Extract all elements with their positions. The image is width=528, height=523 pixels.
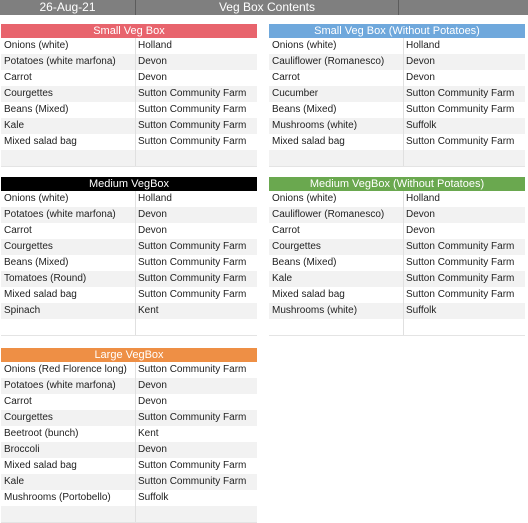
source-cell: Sutton Community Farm xyxy=(138,104,247,115)
table-row xyxy=(1,394,257,410)
column-divider xyxy=(135,118,136,134)
table-row xyxy=(1,490,257,506)
table-row xyxy=(1,303,257,319)
item-cell: Mushrooms (white) xyxy=(272,305,358,316)
source-cell: Devon xyxy=(406,225,435,236)
source-cell: Sutton Community Farm xyxy=(138,273,247,284)
source-cell: Sutton Community Farm xyxy=(138,257,247,268)
item-cell: Mixed salad bag xyxy=(4,136,77,147)
table-row xyxy=(1,70,257,86)
box-rows xyxy=(1,191,257,336)
item-cell: Beans (Mixed) xyxy=(272,104,337,115)
small-veg-box-table xyxy=(1,24,257,167)
source-cell: Devon xyxy=(406,72,435,83)
source-cell: Sutton Community Farm xyxy=(406,289,515,300)
table-row xyxy=(269,319,525,335)
table-row xyxy=(269,303,525,319)
source-cell: Devon xyxy=(138,444,167,455)
source-cell: Devon xyxy=(138,56,167,67)
item-cell: Beans (Mixed) xyxy=(4,104,69,115)
table-row xyxy=(269,255,525,271)
table-row xyxy=(1,287,257,303)
column-divider xyxy=(135,474,136,490)
item-cell: Courgettes xyxy=(4,412,53,423)
column-divider xyxy=(135,150,136,166)
source-cell: Kent xyxy=(138,305,159,316)
item-cell: Mixed salad bag xyxy=(4,289,77,300)
source-cell: Sutton Community Farm xyxy=(138,289,247,300)
column-divider xyxy=(135,287,136,303)
item-cell: Onions (white) xyxy=(4,193,69,204)
source-cell: Sutton Community Farm xyxy=(406,136,515,147)
column-divider xyxy=(135,70,136,86)
column-divider xyxy=(135,38,136,54)
source-cell: Sutton Community Farm xyxy=(406,88,515,99)
box-title: Large VegBox xyxy=(1,348,257,362)
item-cell: Potatoes (white marfona) xyxy=(4,209,116,220)
item-cell: Beans (Mixed) xyxy=(4,257,69,268)
column-divider xyxy=(403,134,404,150)
column-divider xyxy=(135,255,136,271)
source-cell: Suffolk xyxy=(406,305,437,316)
table-row xyxy=(1,458,257,474)
medium-vegbox-no-potatoes-table xyxy=(269,177,525,336)
table-row xyxy=(269,134,525,150)
item-cell: Kale xyxy=(4,476,25,487)
item-cell: Carrot xyxy=(272,72,300,83)
item-cell: Carrot xyxy=(272,225,300,236)
box-rows xyxy=(269,191,525,336)
item-cell: Cauliflower (Romanesco) xyxy=(272,209,385,220)
box-rows xyxy=(269,38,525,167)
source-cell: Devon xyxy=(138,225,167,236)
source-cell: Sutton Community Farm xyxy=(406,257,515,268)
column-divider xyxy=(135,303,136,319)
table-row xyxy=(1,474,257,490)
item-cell: Mixed salad bag xyxy=(4,460,77,471)
source-cell: Devon xyxy=(406,56,435,67)
table-row xyxy=(1,207,257,223)
table-row xyxy=(269,271,525,287)
item-cell: Cucumber xyxy=(272,88,319,99)
item-cell: Carrot xyxy=(4,225,32,236)
source-cell: Devon xyxy=(406,209,435,220)
column-divider xyxy=(403,102,404,118)
table-row xyxy=(1,255,257,271)
item-cell: Onions (white) xyxy=(272,193,337,204)
column-divider xyxy=(135,378,136,394)
item-cell: Kale xyxy=(4,120,25,131)
item-cell: Tomatoes (Round) xyxy=(4,273,87,284)
item-cell: Potatoes (white marfona) xyxy=(4,380,116,391)
table-row xyxy=(1,191,257,207)
item-cell: Beetroot (bunch) xyxy=(4,428,79,439)
source-cell: Devon xyxy=(138,396,167,407)
table-row xyxy=(1,38,257,54)
item-cell: Beans (Mixed) xyxy=(272,257,337,268)
table-row xyxy=(1,223,257,239)
small-veg-box-no-potatoes-table xyxy=(269,24,525,167)
large-vegbox-table xyxy=(1,348,257,523)
table-row xyxy=(1,150,257,166)
source-cell: Sutton Community Farm xyxy=(138,364,247,375)
column-divider xyxy=(403,255,404,271)
table-row xyxy=(1,506,257,522)
table-row xyxy=(1,239,257,255)
column-divider xyxy=(135,506,136,522)
table-row xyxy=(269,70,525,86)
item-cell: Courgettes xyxy=(272,241,321,252)
table-row xyxy=(269,191,525,207)
column-divider xyxy=(403,207,404,223)
column-divider xyxy=(135,271,136,287)
column-divider xyxy=(403,287,404,303)
column-divider xyxy=(135,86,136,102)
column-divider xyxy=(135,490,136,506)
column-divider xyxy=(403,38,404,54)
column-divider xyxy=(135,410,136,426)
table-row xyxy=(1,362,257,378)
table-row xyxy=(1,271,257,287)
table-row xyxy=(269,102,525,118)
item-cell: Mixed salad bag xyxy=(272,136,345,147)
item-cell: Carrot xyxy=(4,396,32,407)
column-divider xyxy=(403,223,404,239)
table-row xyxy=(269,86,525,102)
column-divider xyxy=(135,239,136,255)
source-cell: Sutton Community Farm xyxy=(138,412,247,423)
column-divider xyxy=(403,271,404,287)
source-cell: Sutton Community Farm xyxy=(406,241,515,252)
source-cell: Devon xyxy=(138,380,167,391)
source-cell: Kent xyxy=(138,428,159,439)
item-cell: Kale xyxy=(272,273,293,284)
box-rows xyxy=(1,38,257,167)
source-cell: Sutton Community Farm xyxy=(138,88,247,99)
source-cell: Sutton Community Farm xyxy=(406,104,515,115)
item-cell: Mushrooms (white) xyxy=(272,120,358,131)
column-divider xyxy=(135,54,136,70)
table-row xyxy=(269,223,525,239)
source-cell: Sutton Community Farm xyxy=(138,120,247,131)
source-cell: Sutton Community Farm xyxy=(406,273,515,284)
table-row xyxy=(1,118,257,134)
column-divider xyxy=(135,442,136,458)
item-cell: Courgettes xyxy=(4,88,53,99)
column-divider xyxy=(403,86,404,102)
source-cell: Devon xyxy=(138,209,167,220)
column-divider xyxy=(135,102,136,118)
table-row xyxy=(1,102,257,118)
column-divider xyxy=(135,134,136,150)
column-divider xyxy=(135,426,136,442)
header-separator xyxy=(398,0,399,15)
column-divider xyxy=(403,54,404,70)
column-divider xyxy=(135,207,136,223)
header-title: Veg Box Contents xyxy=(218,0,316,14)
box-title: Medium VegBox (Without Potatoes) xyxy=(269,177,525,191)
table-row xyxy=(1,410,257,426)
box-title: Small Veg Box (Without Potatoes) xyxy=(269,24,525,38)
column-divider xyxy=(403,303,404,319)
item-cell: Spinach xyxy=(4,305,41,316)
table-row xyxy=(269,38,525,54)
table-row xyxy=(1,426,257,442)
item-cell: Mushrooms (Portobello) xyxy=(4,492,111,503)
column-divider xyxy=(403,150,404,166)
table-row xyxy=(269,54,525,70)
header-date: 26-Aug-21 xyxy=(39,0,96,14)
column-divider xyxy=(403,191,404,207)
source-cell: Devon xyxy=(138,72,167,83)
item-cell: Onions (white) xyxy=(4,40,69,51)
source-cell: Holland xyxy=(406,193,440,204)
column-divider xyxy=(135,191,136,207)
source-cell: Suffolk xyxy=(138,492,169,503)
item-cell: Mixed salad bag xyxy=(272,289,345,300)
table-row xyxy=(269,118,525,134)
sheet-header-bar xyxy=(0,0,528,15)
source-cell: Sutton Community Farm xyxy=(138,136,247,147)
column-divider xyxy=(135,223,136,239)
table-row xyxy=(1,378,257,394)
source-cell: Sutton Community Farm xyxy=(138,241,247,252)
table-row xyxy=(269,207,525,223)
source-cell: Holland xyxy=(406,40,440,51)
source-cell: Suffolk xyxy=(406,120,437,131)
column-divider xyxy=(135,362,136,378)
column-divider xyxy=(403,239,404,255)
column-divider xyxy=(135,319,136,335)
item-cell: Potatoes (white marfona) xyxy=(4,56,116,67)
source-cell: Holland xyxy=(138,40,172,51)
source-cell: Sutton Community Farm xyxy=(138,476,247,487)
table-row xyxy=(1,54,257,70)
item-cell: Courgettes xyxy=(4,241,53,252)
table-row xyxy=(1,134,257,150)
box-rows xyxy=(1,362,257,523)
table-row xyxy=(269,150,525,166)
column-divider xyxy=(403,70,404,86)
source-cell: Sutton Community Farm xyxy=(138,460,247,471)
medium-vegbox-table xyxy=(1,177,257,336)
box-title: Medium VegBox xyxy=(1,177,257,191)
item-cell: Onions (Red Florence long) xyxy=(4,364,127,375)
column-divider xyxy=(403,319,404,335)
item-cell: Cauliflower (Romanesco) xyxy=(272,56,385,67)
table-row xyxy=(1,442,257,458)
table-row xyxy=(1,86,257,102)
column-divider xyxy=(403,118,404,134)
item-cell: Onions (white) xyxy=(272,40,337,51)
source-cell: Holland xyxy=(138,193,172,204)
table-row xyxy=(269,239,525,255)
column-divider xyxy=(135,394,136,410)
item-cell: Carrot xyxy=(4,72,32,83)
item-cell: Broccoli xyxy=(4,444,40,455)
table-row xyxy=(1,319,257,335)
box-title: Small Veg Box xyxy=(1,24,257,38)
table-row xyxy=(269,287,525,303)
column-divider xyxy=(135,458,136,474)
